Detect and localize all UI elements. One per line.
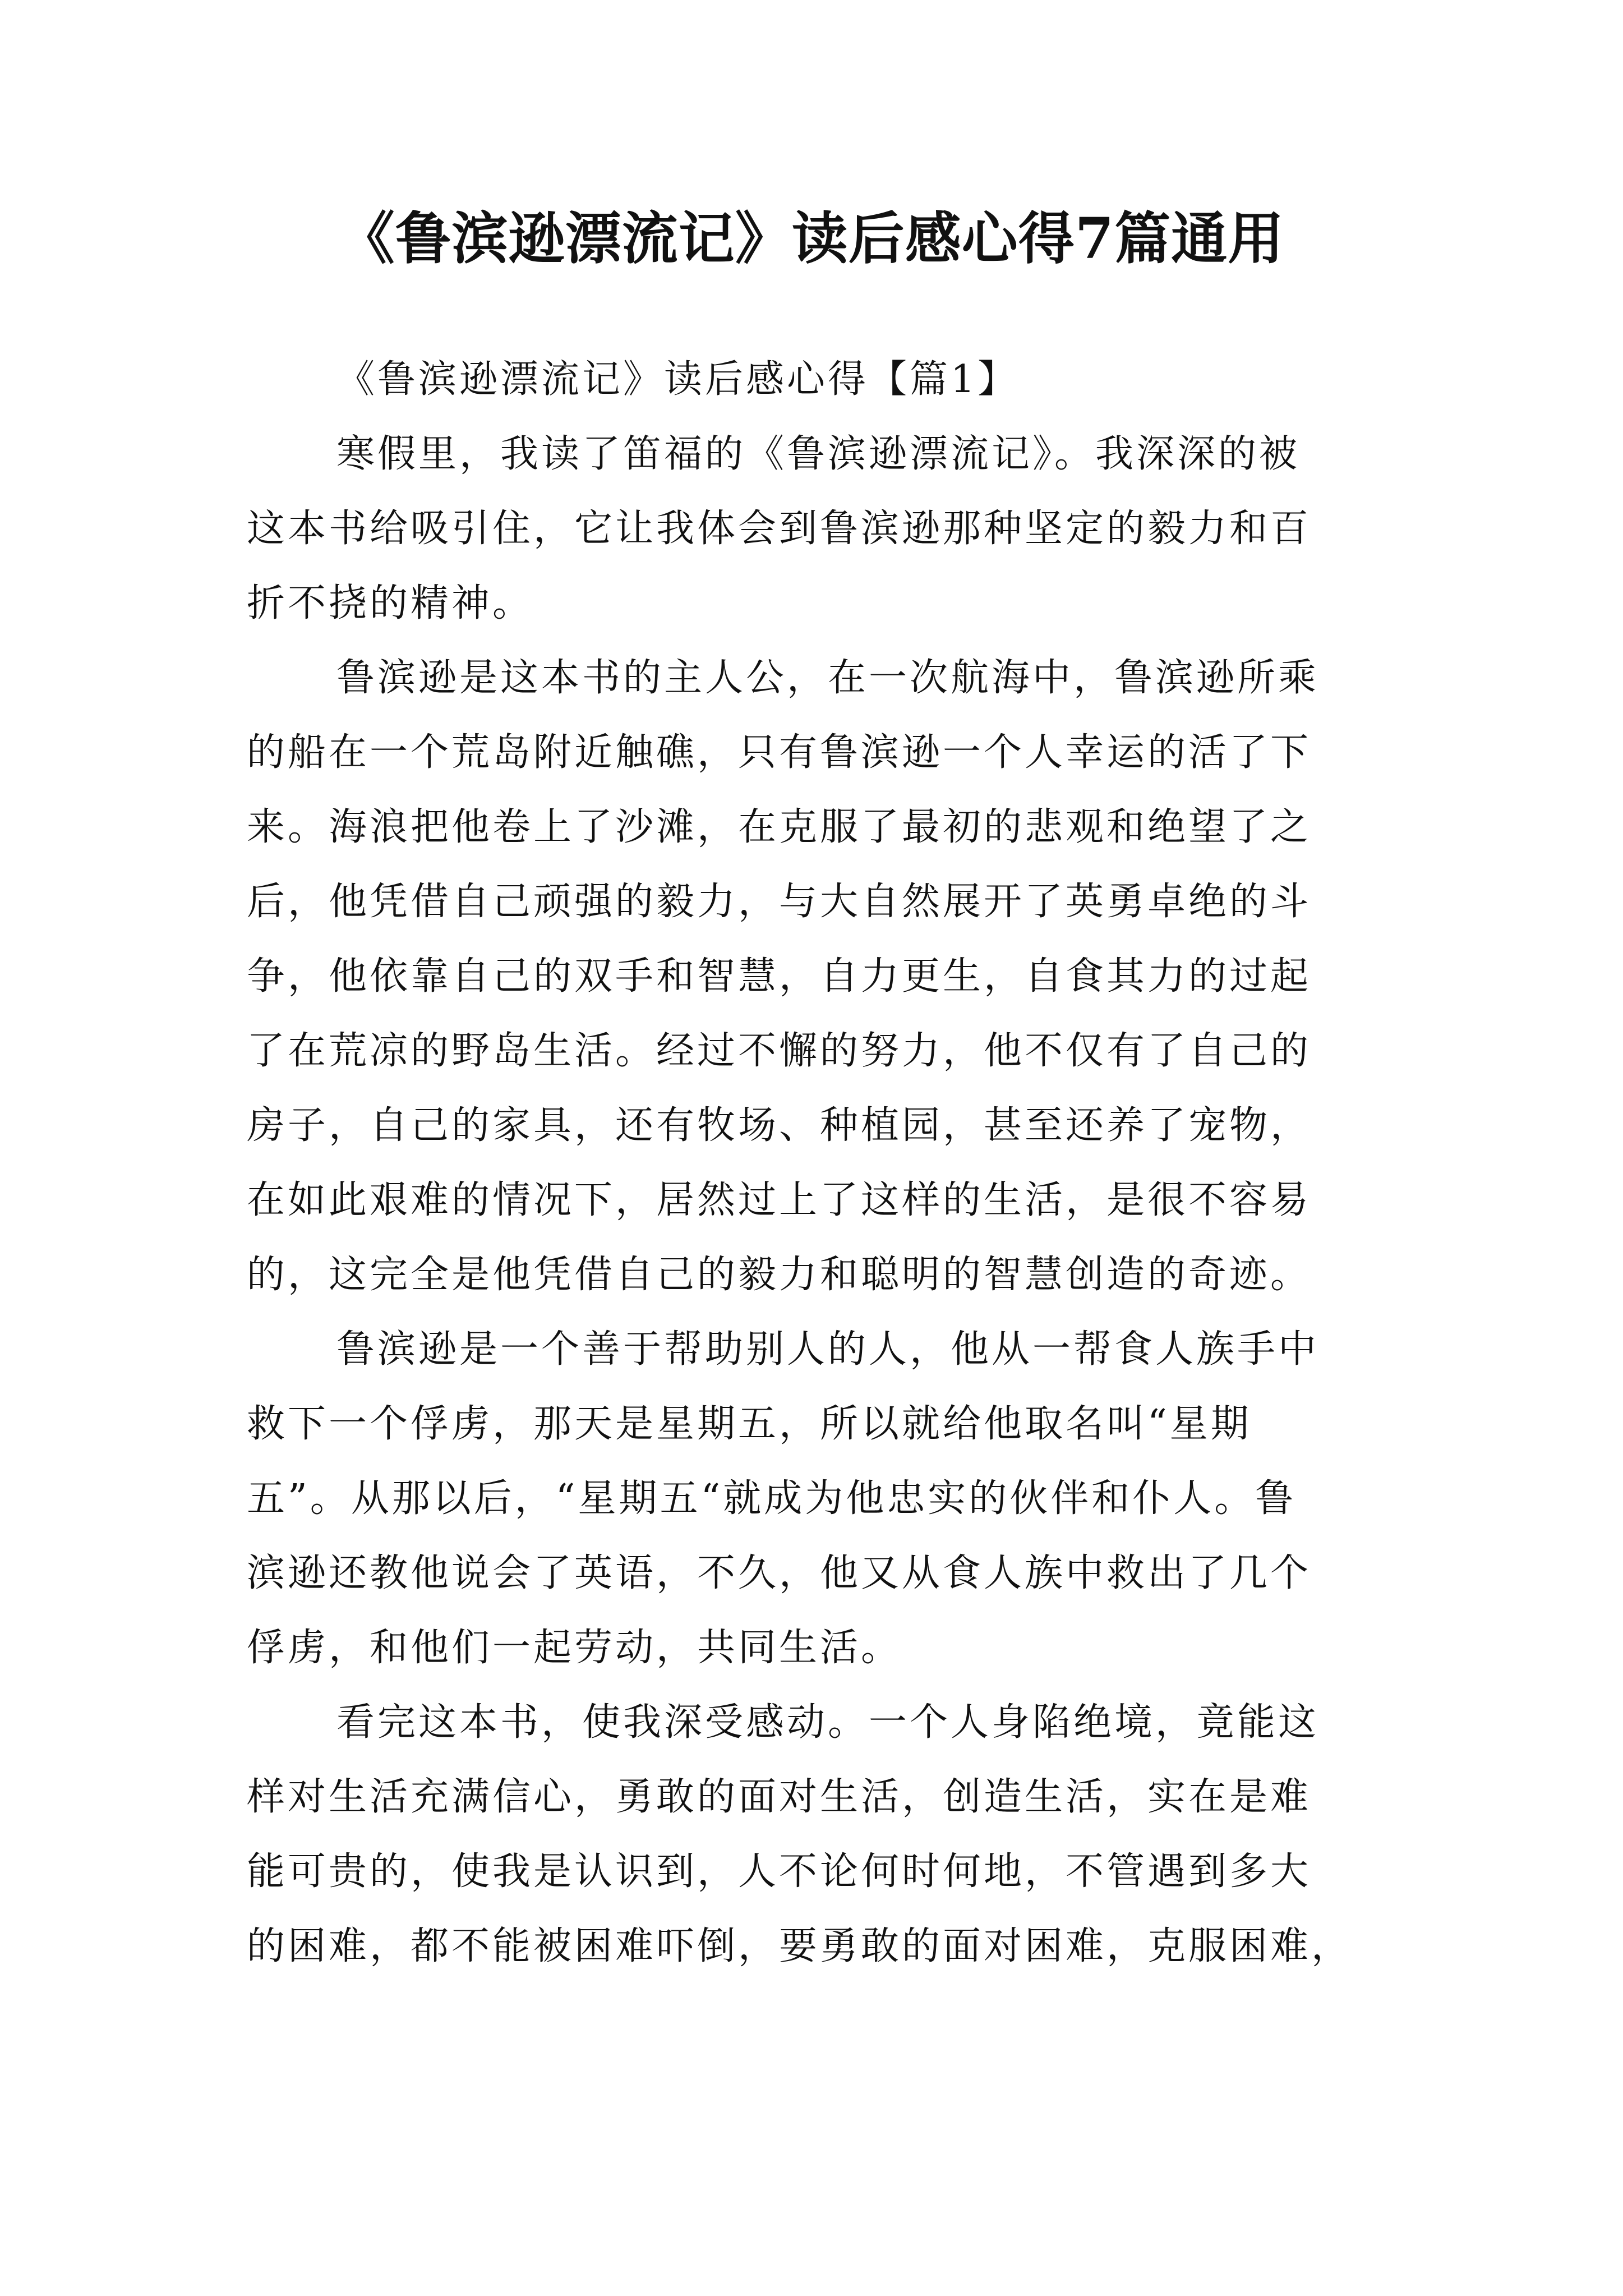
text-line: 房子，自己的家具，还有牧场、种植园，甚至还养了宠物， (247, 1103, 1312, 1148)
text-line: 能可贵的，使我是认识到，人不论何时何地，不管遇到多大 (247, 1849, 1312, 1894)
text-line: 争，他依靠自己的双手和智慧，自力更生，自食其力的过起 (247, 954, 1312, 999)
text-line: 的困难，都不能被困难吓倒，要勇敢的面对困难，克服困难， (247, 1924, 1353, 1968)
text-line: 的船在一个荒岛附近触礁，只有鲁滨逊一个人幸运的活了下 (247, 730, 1312, 775)
section-heading: 《鲁滨逊漂流记》读后感心得【篇1】 (336, 357, 1019, 402)
text-line: 的，这完全是他凭借自己的毅力和聪明的智慧创造的奇迹。 (247, 1253, 1312, 1297)
text-line: 这本书给吸引住，它让我体会到鲁滨逊那种坚定的毅力和百 (247, 507, 1312, 551)
document-title: 《鲁滨逊漂流记》读后感心得7篇通用 (338, 205, 1285, 272)
text-line: 样对生活充满信心，勇敢的面对生活，创造生活，实在是难 (247, 1775, 1312, 1819)
text-line: 俘虏，和他们一起劳动，共同生活。 (247, 1626, 902, 1670)
text-line: 折不挠的精神。 (247, 581, 534, 625)
text-line: 鲁滨逊是一个善于帮助别人的人，他从一帮食人族手中 (336, 1327, 1320, 1372)
text-line: 了在荒凉的野岛生活。经过不懈的努力，他不仅有了自己的 (247, 1029, 1312, 1073)
text-line: 救下一个俘虏，那天是星期五，所以就给他取名叫“星期 (247, 1402, 1252, 1446)
document-body (247, 342, 1391, 1984)
text-line: 来。海浪把他卷上了沙滩，在克服了最初的悲观和绝望了之 (247, 805, 1312, 849)
text-line: 寒假里，我读了笛福的《鲁滨逊漂流记》。我深深的被 (336, 432, 1301, 476)
text-line: 看完这本书，使我深受感动。一个人身陷绝境，竟能这 (336, 1700, 1320, 1745)
text-line: 在如此艰难的情况下，居然过上了这样的生活，是很不容易 (247, 1178, 1312, 1222)
text-line: 后，他凭借自己顽强的毅力，与大自然展开了英勇卓绝的斗 (247, 880, 1312, 924)
text-line: 鲁滨逊是这本书的主人公，在一次航海中，鲁滨逊所乘 (336, 656, 1320, 700)
text-line: 滨逊还教他说会了英语，不久，他又从食人族中救出了几个 (247, 1551, 1312, 1595)
text-line: 五”。从那以后，“星期五“就成为他忠实的伙伴和仆人。鲁 (247, 1476, 1297, 1521)
